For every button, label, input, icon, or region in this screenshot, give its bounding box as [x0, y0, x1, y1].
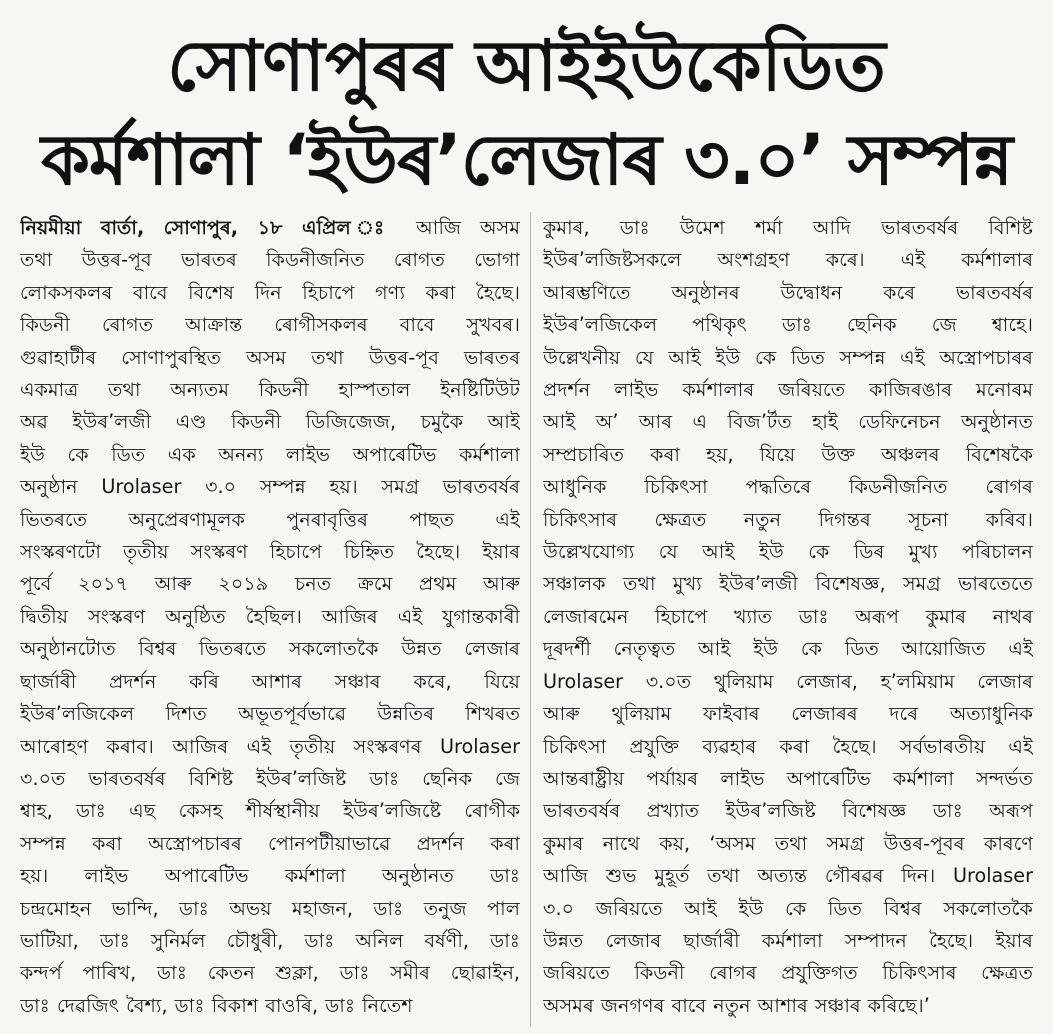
article-text-line: [543, 471, 1033, 503]
cropped-previous-text-strip: [0, 0, 1053, 16]
article-text: ইউৰ’লজিকেল পথিকৃৎ ডাঃ ছেনিক জে শ্বাহে।: [543, 313, 1033, 337]
article-text-line: [20, 244, 520, 276]
article-text-line: [543, 860, 1033, 892]
article-text: সম্পন্ন কৰা অস্ত্ৰোপচাৰৰ পোনপটীয়াভাৱে প্ৰদৰ্শন কৰা: [20, 831, 520, 855]
article-text-line: [20, 374, 520, 406]
article-text-line: [543, 374, 1033, 406]
article-text: ভাটিয়া, ডাঃ সুনিৰ্মল চৌধুৰী, ডাঃ অনিল বৰ্ষণী, ডাঃ: [20, 928, 520, 952]
article-text-line: [20, 795, 520, 827]
article-text: সম্প্ৰচাৰিত কৰা হয়, যিয়ে উক্ত অঞ্চলৰ বিশেষকৈ: [543, 442, 1033, 466]
article-text-line: [543, 342, 1033, 374]
article-text-line: [543, 666, 1033, 698]
article-text: ছাৰ্জাৰী প্ৰদৰ্শন কৰি আশাৰ সঞ্চাৰ কৰে, যিয়ে: [20, 669, 520, 693]
article-text: শ্বাহ, ডাঃ এছ কেসহ শীৰ্ষস্থানীয় ইউৰ’লজিষ্টে ৰোগীক: [20, 799, 520, 823]
article-text-line: [20, 536, 520, 568]
article-text: সঞ্চালক তথা মুখ্য ইউৰ’লজী বিশেষজ্ঞ, সমগ্ৰ ভাৰতেতে: [543, 572, 1033, 596]
article-text-line: [543, 795, 1033, 827]
article-text: কন্দৰ্প পাৰিখ, ডাঃ কেতন শুক্লা, ডাঃ সমীৰ ছোৱাইন,: [20, 961, 520, 985]
article-text: আধুনিক চিকিৎসা পদ্ধতিৰে কিডনীজনিত ৰোগৰ: [543, 475, 1033, 499]
article-text: ইউ কে ডিত এক অনন্য লাইভ অপাৰেটিভ কৰ্মশালা: [20, 442, 520, 466]
article-text-line: [20, 925, 520, 957]
article-text-line: [20, 406, 520, 438]
article-text: জৰিয়তে কিডনী ৰোগৰ প্ৰযুক্তিগত চিকিৎসাৰ ক্ষেত্ৰত: [543, 961, 1033, 985]
article-text: দ্বিতীয় সংস্কৰণ অনুষ্ঠিত হৈছিল। আজিৰ এই যুগান্তকাৰী: [20, 604, 520, 628]
article-text-line: [543, 212, 1033, 244]
article-text-line: [20, 568, 520, 600]
article-text: কুমাৰ নাথে কয়, ‘অসম তথা সমগ্ৰ উত্তৰ-পূবৰ কাৰণে: [543, 831, 1033, 855]
article-text-line: [20, 309, 520, 341]
article-text: আৰোহণ কৰাব। আজিৰ এই তৃতীয় সংস্কৰণৰ Urolaser: [20, 734, 520, 758]
article-text-line: [20, 471, 520, 503]
article-text-line: [543, 536, 1033, 568]
article-headline: [10, 20, 1043, 208]
article-text-line: [20, 828, 520, 860]
article-text: অৱ ইউৰ’লজী এণ্ড কিডনী ডিজিজেজ, চমুকৈ আই: [20, 410, 520, 434]
article-text-line: [543, 925, 1033, 957]
article-text: অসমৰ জনগণৰ বাবে নতুন আশাৰ সঞ্চাৰ কৰিছে।’: [543, 993, 930, 1017]
article-text: Urolaser ৩.০ত থুলিয়াম লেজাৰ, হ’লমিয়াম লেজাৰ: [543, 669, 1033, 693]
article-text: অনুষ্ঠান Urolaser ৩.০ সম্পন্ন হয়। সমগ্ৰ ভাৰতবৰ্ষৰ: [20, 475, 520, 499]
article-text: আৰম্ভণিতে অনুষ্ঠানৰ উদ্বোধন কৰে ভাৰতবৰ্ষৰ: [543, 280, 1033, 304]
article-text-line: [543, 406, 1033, 438]
article-text-line: [20, 277, 520, 309]
article-text: ভিতৰতে অনুপ্ৰেৰণামূলক পুনৰাবৃত্তিৰ পাছত এই: [20, 507, 520, 531]
article-text: ডাঃ দেৱজিৎ বৈশ্য, ডাঃ বিকাশ বাওৰি, ডাঃ নিতেশ: [20, 993, 413, 1017]
article-text: লোকসকলৰ বাবে বিশেষ দিন হিচাপে গণ্য কৰা হৈছে।: [20, 280, 520, 304]
article-column-right: [543, 212, 1033, 1030]
article-text: প্ৰদৰ্শন লাইভ কৰ্মশালাৰ জৰিয়তে কাজিৰঙাৰ মনোৰম: [543, 378, 1033, 402]
article-text: পূৰ্বে ২০১৭ আৰু ২০১৯ চনত ক্ৰমে প্ৰথম আৰু: [20, 572, 520, 596]
article-text-line: [20, 439, 520, 471]
headline-line-1: সোণাপুৰৰ আইইউকেডিত: [167, 25, 886, 107]
article-text: কিডনী ৰোগত আক্ৰান্ত ৰোগীসকলৰ বাবে সুখবৰ।: [20, 313, 520, 337]
article-text: আন্তৰাষ্ট্ৰীয় পৰ্যায়ৰ লাইভ অপাৰেটিভ কৰ্মশালা সন্দৰ্ভত: [543, 766, 1033, 790]
article-text: ইউৰ’লজিকেল দিশত অভূতপূৰ্বভাৱে উন্নতিৰ শিখৰত: [20, 702, 520, 726]
article-text: উল্লেখযোগ্য যে আই ইউ কে ডিৰ মুখ্য পৰিচালন: [543, 540, 1033, 564]
article-text-line: [543, 633, 1033, 665]
article-text: ইউৰ’লজিষ্টসকলে অংশগ্ৰহণ কৰে। এই কৰ্মশালাৰ: [543, 248, 1033, 272]
column-divider: [530, 212, 531, 1027]
article-text: ৩.০ জৰিয়তে আই ইউ কে ডিত বিশ্বৰ সকলোতকৈ: [543, 896, 1033, 920]
article-text: সংস্কৰণটো তৃতীয় সংস্কৰণ হিচাপে চিহ্নিত হৈছে। ইয়াৰ: [20, 540, 520, 564]
article-text-line: [20, 601, 520, 633]
article-dateline: নিয়মীয়া বাৰ্তা, সোণাপুৰ, ১৮ এপ্ৰিল ঃ: [20, 216, 398, 239]
article-text-line: [543, 309, 1033, 341]
article-text-line: [20, 860, 520, 892]
article-text-line: [543, 893, 1033, 925]
article-text: উল্লেখনীয় যে আই ইউ কে ডিত সম্পন্ন এই অস্ত্ৰোপচাৰৰ: [543, 345, 1033, 369]
article-text-line: [20, 731, 520, 763]
article-text-line: [543, 731, 1033, 763]
article-text-line: [20, 990, 520, 1022]
article-text-line: [543, 601, 1033, 633]
article-text: লেজাৰমেন হিচাপে খ্যাত ডাঃ অৰূপ কুমাৰ নাথৰ: [543, 604, 1033, 628]
article-text: গুৱাহাটীৰ সোণাপুৰস্থিত অসম তথা উত্তৰ-পূব ভাৰতৰ: [20, 345, 520, 369]
article-text-line: [543, 957, 1033, 989]
article-text-line: [20, 763, 520, 795]
article-text-line: [543, 277, 1033, 309]
article-text-line: [543, 828, 1033, 860]
article-column-left: [20, 212, 520, 1030]
article-text-line: [543, 439, 1033, 471]
article-text: দূৰদৰ্শী নেতৃত্বত আই ইউ কে ডিত আয়োজিত এই: [543, 637, 1033, 661]
article-text: ভাৰতবৰ্ষৰ প্ৰখ্যাত ইউৰ’লজিষ্ট বিশেষজ্ঞ ডাঃ অৰূপ: [543, 799, 1033, 823]
article-text-line: [20, 504, 520, 536]
article-text: আজি শুভ মুহূৰ্ত তথা অত্যন্ত গৌৰৱৰ দিন। Urolaser: [543, 864, 1033, 888]
article-text: চিকিৎসা প্ৰযুক্তি ব্যৱহাৰ কৰা হৈছে। সৰ্বভাৰতীয় এই: [543, 734, 1033, 758]
article-text: একমাত্ৰ তথা অন্যতম কিডনী হাস্পতাল ইনষ্টিটিউট: [20, 378, 520, 402]
article-text: অনুষ্ঠানটোত বিশ্বৰ ভিতৰতে সকলোতকৈ উন্নত লেজাৰ: [20, 637, 520, 661]
article-text-line: [20, 893, 520, 925]
article-text-line: [20, 666, 520, 698]
article-text-line: [20, 342, 520, 374]
article-text: উন্নত লেজাৰ ছাৰ্জাৰী কৰ্মশালা সম্পাদন হৈছে। ইয়াৰ: [543, 928, 1033, 952]
article-text: আৰু থুলিয়াম ফাইবাৰ লেজাৰৰ দৰে অত্যাধুনিক: [543, 702, 1033, 726]
article-text: চন্দ্ৰমোহন ভান্দি, ডাঃ অভয় মহাজন, ডাঃ তনুজ পাল: [20, 896, 520, 920]
article-text-line: [543, 990, 1033, 1022]
article-text-line: [543, 568, 1033, 600]
article-text: কুমাৰ, ডাঃ উমেশ শৰ্মা আদি ভাৰতবৰ্ষৰ বিশিষ্ট: [543, 216, 1033, 239]
article-text-line: [20, 633, 520, 665]
article-text: আই অ’ আৰ এ বিজ’ৰ্টত হাই ডেফিনেচন অনুষ্ঠানত: [543, 410, 1033, 434]
article-text-line: [543, 698, 1033, 730]
article-text: ৩.০ত ভাৰতবৰ্ষৰ বিশিষ্ট ইউৰ’লজিষ্ট ডাঃ ছেনিক জে: [20, 766, 520, 790]
article-text-line: [20, 698, 520, 730]
article-text-line: [20, 957, 520, 989]
article-text: হয়। লাইভ অপাৰেটিভ কৰ্মশালা অনুষ্ঠানত ডাঃ: [20, 864, 520, 888]
headline-line-2: কৰ্মশালা ‘ইউৰ’লেজাৰ ৩.০’ সম্পন্ন: [40, 119, 1013, 201]
article-text-line: [543, 504, 1033, 536]
article-text: চিকিৎসাৰ ক্ষেত্ৰত নতুন দিগন্তৰ সূচনা কৰিব।: [543, 507, 1033, 531]
article-text-line: [20, 212, 520, 244]
article-text-line: [543, 763, 1033, 795]
article-text-line: [543, 244, 1033, 276]
article-text: তথা উত্তৰ-পূব ভাৰতৰ কিডনীজনিত ৰোগত ভোগা: [20, 248, 520, 272]
article-text: আজি অসম: [416, 216, 520, 239]
